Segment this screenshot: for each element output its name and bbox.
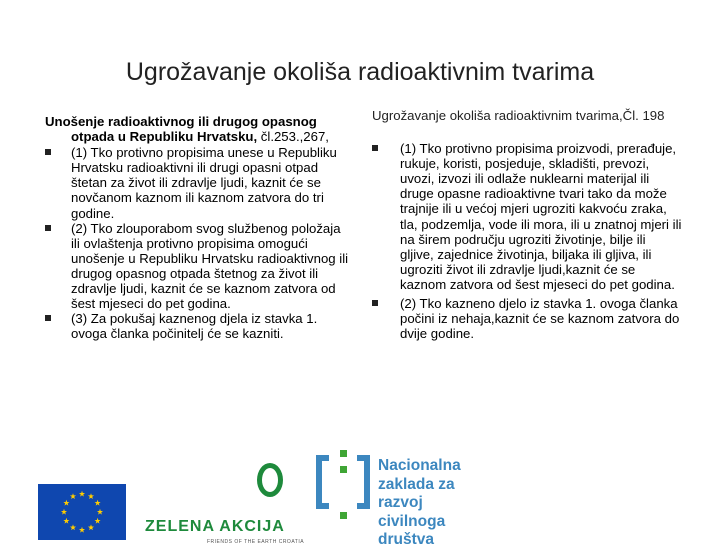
eu-star-icon bbox=[95, 500, 101, 506]
left-column bbox=[45, 114, 350, 341]
left-list bbox=[45, 145, 350, 341]
list-item: (2) Tko kazneno djelo iz stavka 1. ovoga članka počini iz nehaja,kaznit će se kaznom zatvora do dvije godine. bbox=[372, 296, 682, 341]
left-heading bbox=[45, 114, 350, 144]
eu-star-icon bbox=[95, 518, 101, 524]
zelena-akcija-logo bbox=[145, 460, 305, 545]
eu-flag-logo bbox=[38, 484, 126, 540]
list-item: (3) Za pokušaj kaznenog djela iz stavka 1. ovoga članka počinitelj će se kazniti. bbox=[45, 311, 350, 341]
nzrcd-logo bbox=[315, 448, 515, 548]
eu-stars-icon bbox=[38, 484, 126, 540]
left-heading-rest: čl.253.,267, bbox=[257, 129, 329, 145]
nzrcd-name: Nacionalna zaklada za razvoj civilnoga društva bbox=[378, 457, 461, 548]
zelena-akcija-circle-icon bbox=[257, 463, 283, 497]
eu-star-icon bbox=[63, 518, 69, 524]
right-list bbox=[372, 141, 682, 341]
eu-star-icon bbox=[79, 527, 85, 533]
eu-star-icon bbox=[79, 491, 85, 497]
list-item: (1) Tko protivno propisima unese u Republiku Hrvatsku radioaktivni ili drugi opasni otpad štetan za život ili zdravlje ljudi, kaznit će se novčanom kaznom ili kaznom zatvora do tri godine. bbox=[45, 145, 350, 220]
eu-star-icon bbox=[61, 509, 67, 515]
left-heading-bold: Unošenje radioaktivnog ili drugog opasnog otpada u Republiku Hrvatsku, bbox=[45, 114, 317, 145]
right-column bbox=[372, 108, 682, 345]
list-item: (2) Tko zlouporabom svog službenog položaja ili ovlaštenja protivno propisima omogući unošenje u Republiku Hrvatsku radioaktivnog ili drugog opasnog otpada štetnog za život ili zdravlje ljudi, kaznit će se kaznom zatvora od šest mjeseci do pet godina. bbox=[45, 221, 350, 312]
bullet-icon bbox=[372, 145, 378, 151]
bullet-icon bbox=[45, 225, 51, 231]
eu-star-icon bbox=[70, 524, 76, 530]
eu-star-icon bbox=[88, 493, 94, 499]
nzrcd-bracket-icon bbox=[315, 448, 375, 543]
list-item: (1) Tko protivno propisima proizvodi, prerađuje, rukuje, koristi, posjeduje, skladišti, prevozi, uvozi, izvozi ili odlaže nuklearni materijal ili druge opasne radioaktivne tvari tako da može trajnije ili u većoj mjeri ugroziti kakvoću zraka, tla, podzemlja, vode ili mora, ili u znatnoj mjeri ili na širem području ugroziti životinje, bilje ili gljive, zajednice životinja, biljaka ili gljiva, ili ugroziti život ili zdravlje ljudi,kaznit će se kaznom zatvora od šest mjeseci do pet godina. bbox=[372, 141, 682, 292]
zelena-akcija-name: ZELENA AKCIJA bbox=[145, 518, 285, 535]
bullet-icon bbox=[45, 315, 51, 321]
eu-star-icon bbox=[70, 493, 76, 499]
bullet-icon bbox=[372, 300, 378, 306]
eu-star-icon bbox=[88, 524, 94, 530]
bullet-icon bbox=[45, 149, 51, 155]
slide-title: Ugrožavanje okoliša radioaktivnim tvarima bbox=[125, 58, 595, 86]
eu-star-icon bbox=[97, 509, 103, 515]
logo-footer bbox=[0, 440, 720, 548]
right-heading: Ugrožavanje okoliša radioaktivnim tvarima,Čl. 198 bbox=[372, 108, 665, 123]
eu-star-icon bbox=[63, 500, 69, 506]
zelena-akcija-tagline: FRIENDS OF THE EARTH CROATIA bbox=[207, 539, 305, 545]
